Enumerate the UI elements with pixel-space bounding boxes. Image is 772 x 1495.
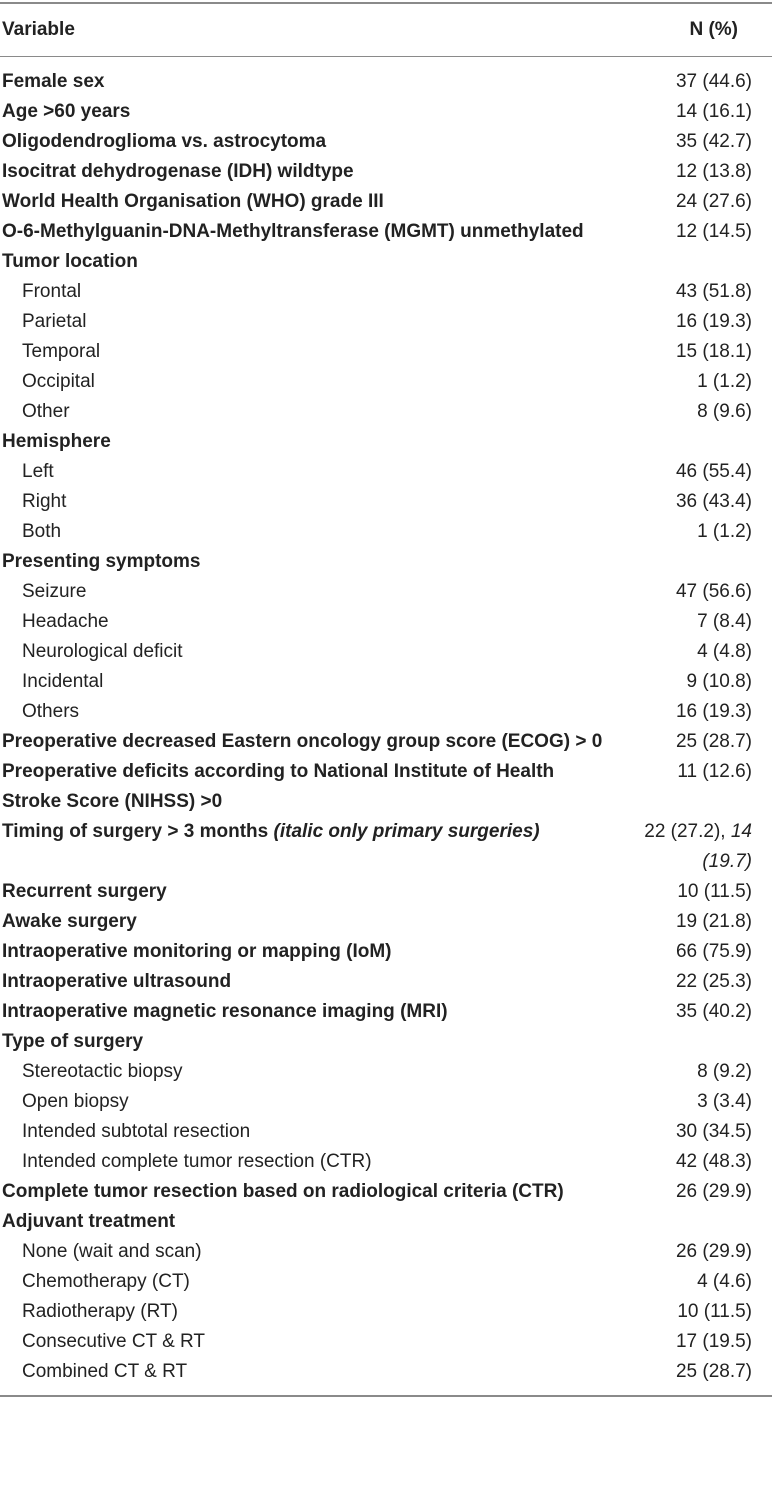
table-row (0, 937, 772, 967)
table-row (0, 547, 772, 577)
row-label (0, 1057, 612, 1087)
table-row (0, 247, 772, 277)
row-label (0, 727, 612, 757)
table-row (0, 667, 772, 697)
row-label (0, 517, 612, 547)
table-row (0, 1177, 772, 1207)
row-label-text: Radiotherapy (RT) (22, 1301, 178, 1322)
row-label (0, 1087, 612, 1117)
row-label (0, 97, 612, 127)
row-value (612, 727, 772, 757)
table-row (0, 487, 772, 517)
row-value-text: 25 (28.7) (675, 1361, 752, 1382)
table-row (0, 1267, 772, 1297)
table-row (0, 607, 772, 637)
row-value (612, 1207, 772, 1237)
row-value-text: 25 (28.7) (675, 731, 752, 752)
row-label-text: Type of surgery (2, 1031, 144, 1052)
row-value (612, 517, 772, 547)
row-label-text: Intraoperative monitoring or mapping (IoM) (2, 941, 392, 962)
table-row (0, 997, 772, 1027)
table-row (0, 1357, 772, 1396)
row-label-note: (italic only primary surgeries) (273, 821, 540, 842)
row-label-text: Stereotactic biopsy (22, 1061, 183, 1082)
row-value-text: 26 (29.9) (675, 1241, 752, 1262)
row-value-text: 8 (9.2) (697, 1061, 752, 1082)
row-label (0, 1237, 612, 1267)
row-value-text: 9 (10.8) (686, 671, 752, 692)
table-row (0, 337, 772, 367)
row-label-text: Open biopsy (22, 1091, 129, 1112)
row-value-text: 37 (44.6) (675, 71, 752, 92)
table-row (0, 187, 772, 217)
row-label-text: Frontal (22, 281, 82, 302)
row-value-text: 10 (11.5) (677, 1301, 752, 1322)
row-label (0, 307, 612, 337)
row-value-text: 24 (27.6) (675, 191, 752, 212)
row-label (0, 667, 612, 697)
row-value (612, 967, 772, 997)
row-label-text: Intended subtotal resection (22, 1121, 251, 1142)
row-label (0, 397, 612, 427)
row-value (612, 907, 772, 937)
row-value (612, 1117, 772, 1147)
row-label-text: Seizure (22, 581, 87, 602)
row-value-text: 15 (18.1) (675, 341, 752, 362)
table-row (0, 697, 772, 727)
row-label-text: Occipital (22, 371, 95, 392)
row-label-text: Female sex (2, 71, 105, 92)
row-value (612, 1147, 772, 1177)
table-row (0, 517, 772, 547)
row-label (0, 337, 612, 367)
row-value (612, 487, 772, 517)
table-row (0, 1057, 772, 1087)
row-value (612, 1237, 772, 1267)
row-label-text: Combined CT & RT (22, 1361, 188, 1382)
row-value-italic: 14 (19.7) (702, 821, 752, 872)
row-value-text: 7 (8.4) (697, 611, 752, 632)
row-label (0, 577, 612, 607)
row-value (612, 307, 772, 337)
row-value (612, 1297, 772, 1327)
row-value (612, 667, 772, 697)
table-row (0, 1117, 772, 1147)
row-value (612, 187, 772, 217)
table-row (0, 1147, 772, 1177)
row-label (0, 427, 612, 457)
row-label (0, 367, 612, 397)
row-label (0, 1267, 612, 1297)
row-label (0, 487, 612, 517)
table-row (0, 97, 772, 127)
row-label (0, 157, 612, 187)
row-value (612, 1087, 772, 1117)
row-label-text: Other (22, 401, 70, 422)
row-label (0, 1177, 612, 1207)
row-value (612, 637, 772, 667)
row-label (0, 187, 612, 217)
row-label-text: Hemisphere (2, 431, 111, 452)
row-value-text: 35 (42.7) (675, 131, 752, 152)
row-value-text: 43 (51.8) (675, 281, 752, 302)
row-value-text: 12 (13.8) (675, 161, 752, 182)
table-row (0, 217, 772, 247)
row-value (612, 877, 772, 907)
row-label (0, 1297, 612, 1327)
table-row (0, 577, 772, 607)
row-label (0, 1207, 612, 1237)
row-value-text: 1 (1.2) (697, 371, 752, 392)
row-label (0, 637, 612, 667)
row-label-text: Recurrent surgery (2, 881, 167, 902)
table-row (0, 157, 772, 187)
row-value-text: 42 (48.3) (675, 1151, 752, 1172)
row-label-text: Oligodendroglioma vs. astrocytoma (2, 131, 327, 152)
table-row (0, 1027, 772, 1057)
row-value-text: 10 (11.5) (677, 881, 752, 902)
row-value (612, 277, 772, 307)
row-label-text: Left (22, 461, 54, 482)
row-label-text: O-6-Methylguanin-DNA-Methyltransferase (MGMT) unmethylated (2, 221, 584, 242)
row-label-text: Presenting symptoms (2, 551, 201, 572)
row-label-text: Temporal (22, 341, 101, 362)
row-label-text: Intended complete tumor resection (CTR) (22, 1151, 372, 1172)
table-row (0, 817, 772, 877)
row-value-text: 22 (27.2), (644, 821, 731, 842)
row-value (612, 457, 772, 487)
row-value-text: 16 (19.3) (675, 701, 752, 722)
table-row (0, 457, 772, 487)
table-row (0, 307, 772, 337)
row-value (612, 217, 772, 247)
row-label (0, 457, 612, 487)
row-value-text: 12 (14.5) (675, 221, 752, 242)
row-value-text: 46 (55.4) (675, 461, 752, 482)
row-label-text: Timing of surgery > 3 months (2, 821, 274, 842)
row-label-text: Headache (22, 611, 109, 632)
row-label-text: Complete tumor resection based on radiological criteria (CTR) (2, 1181, 564, 1202)
row-value-text: 4 (4.8) (697, 641, 752, 662)
row-value (612, 157, 772, 187)
row-label (0, 67, 612, 97)
row-label (0, 817, 612, 877)
row-value-text: 36 (43.4) (675, 491, 752, 512)
table-row (0, 907, 772, 937)
row-value-text: 35 (40.2) (675, 1001, 752, 1022)
table-row (0, 1087, 772, 1117)
row-value-text: 8 (9.6) (697, 401, 752, 422)
row-value (612, 397, 772, 427)
row-label (0, 757, 612, 817)
table-header (0, 3, 772, 67)
table-row (0, 67, 772, 97)
row-label (0, 1147, 612, 1177)
row-label-text: Adjuvant treatment (2, 1211, 176, 1232)
row-value (612, 817, 772, 877)
row-label (0, 547, 612, 577)
row-value-text: 26 (29.9) (675, 1181, 752, 1202)
row-value-text: 3 (3.4) (697, 1091, 752, 1112)
row-label-text: Neurological deficit (22, 641, 183, 662)
row-value (612, 1027, 772, 1057)
row-value (612, 757, 772, 817)
row-value-text: 11 (12.6) (677, 761, 752, 782)
row-value-text: 19 (21.8) (675, 911, 752, 932)
row-value-text: 30 (34.5) (675, 1121, 752, 1142)
row-label-text: Isocitrat dehydrogenase (IDH) wildtype (2, 161, 354, 182)
row-value (612, 367, 772, 397)
row-label (0, 1117, 612, 1147)
row-value (612, 547, 772, 577)
table-row (0, 367, 772, 397)
row-value-text: 17 (19.5) (675, 1331, 752, 1352)
row-label-text: Parietal (22, 311, 87, 332)
row-value (612, 427, 772, 457)
row-label-text: World Health Organisation (WHO) grade III (2, 191, 384, 212)
row-label (0, 1027, 612, 1057)
row-value (612, 247, 772, 277)
row-value (612, 607, 772, 637)
row-label-text: Tumor location (2, 251, 138, 272)
row-label-text: Chemotherapy (CT) (22, 1271, 190, 1292)
table-row (0, 637, 772, 667)
row-value (612, 697, 772, 727)
row-value (612, 997, 772, 1027)
table-row (0, 397, 772, 427)
row-label (0, 937, 612, 967)
row-label-text: Preoperative deficits according to National Institute of Health Stroke Score (NIHSS) >0 (2, 761, 555, 812)
table-row (0, 877, 772, 907)
row-label (0, 1327, 612, 1357)
table-row (0, 757, 772, 817)
table-row (0, 727, 772, 757)
row-value (612, 1057, 772, 1087)
row-value (612, 1177, 772, 1207)
row-value (612, 577, 772, 607)
table-row (0, 1327, 772, 1357)
row-label (0, 277, 612, 307)
row-label-text: Both (22, 521, 62, 542)
row-label (0, 967, 612, 997)
row-label (0, 997, 612, 1027)
row-value (612, 67, 772, 97)
row-label-text: Right (22, 491, 67, 512)
table-row (0, 1207, 772, 1237)
header-value: N (%) (612, 3, 772, 57)
table-row (0, 1297, 772, 1327)
row-value (612, 127, 772, 157)
row-value-text: 14 (16.1) (675, 101, 752, 122)
row-label-text: Age >60 years (2, 101, 131, 122)
row-value-text: 66 (75.9) (675, 941, 752, 962)
row-label-text: None (wait and scan) (22, 1241, 202, 1262)
row-value (612, 937, 772, 967)
row-value-text: 47 (56.6) (675, 581, 752, 602)
row-label-text: Intraoperative ultrasound (2, 971, 232, 992)
row-value (612, 1267, 772, 1297)
row-label (0, 247, 612, 277)
row-label-text: Incidental (22, 671, 104, 692)
row-label-text: Preoperative decreased Eastern oncology group score (ECOG) > 0 (2, 731, 603, 752)
table-row (0, 967, 772, 997)
row-label (0, 607, 612, 637)
row-label-text: Consecutive CT & RT (22, 1331, 206, 1352)
table-body (0, 67, 772, 1396)
row-label-text: Intraoperative magnetic resonance imaging (MRI) (2, 1001, 448, 1022)
row-value (612, 97, 772, 127)
row-label (0, 217, 612, 247)
header-variable: Variable (0, 3, 612, 57)
row-value-text: 16 (19.3) (675, 311, 752, 332)
row-label (0, 127, 612, 157)
row-value-text: 4 (4.6) (697, 1271, 752, 1292)
row-label-text: Others (22, 701, 80, 722)
row-value-text: 1 (1.2) (697, 521, 752, 542)
table-row (0, 277, 772, 307)
table-row (0, 1237, 772, 1267)
row-label (0, 907, 612, 937)
table-row (0, 427, 772, 457)
row-value (612, 1327, 772, 1357)
table-row (0, 127, 772, 157)
row-value (612, 337, 772, 367)
row-label (0, 1357, 612, 1396)
characteristics-table (0, 2, 772, 1397)
row-value (612, 1357, 772, 1396)
row-label-text: Awake surgery (2, 911, 137, 932)
row-value-text: 22 (25.3) (675, 971, 752, 992)
row-label (0, 877, 612, 907)
row-label (0, 697, 612, 727)
